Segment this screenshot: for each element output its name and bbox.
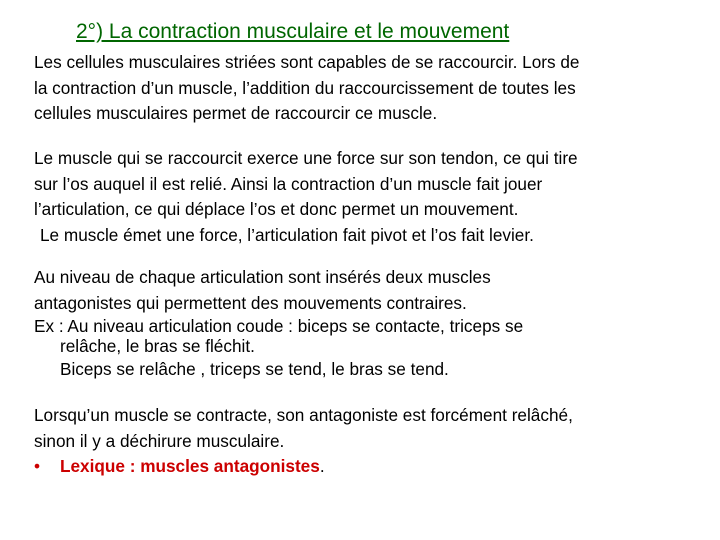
example-continuation: Biceps se relâche , triceps se tend, le bras se tend. [60, 359, 449, 379]
text-line: Le muscle émet une force, l’articulation fait pivot et l’os fait levier. [40, 224, 534, 245]
lexique-bullet [34, 454, 694, 480]
paragraph-contraction-relaxation [34, 403, 694, 480]
text-line: la contraction d’un muscle, l’addition du raccourcissement de toutes les [34, 77, 576, 98]
text-line: sur l’os auquel il est relié. Ainsi la contraction d’un muscle fait jouer [34, 173, 543, 194]
bullet-icon: • [34, 456, 41, 476]
text-line: Lorsqu’un muscle se contracte, son antagoniste est forcément relâché, [34, 405, 573, 425]
lexique-term: Lexique : muscles antagonistes [60, 456, 320, 476]
text-line: Le muscle qui se raccourcit exerce une force sur son tendon, ce qui tire [34, 148, 578, 168]
text-line: l’articulation, ce qui déplace l’os et donc permet un mouvement. [34, 199, 519, 219]
paragraph-tendon-force [34, 146, 694, 248]
lexique-period: . [319, 456, 325, 476]
paragraph-muscle-cells [34, 50, 694, 127]
text-line: cellules musculaires permet de raccourcir ce muscle. [34, 103, 438, 123]
example-continuation: relâche, le bras se fléchit. [60, 336, 255, 356]
text-line: Les cellules musculaires striées sont capables de se raccourcir. Lors de [34, 52, 580, 72]
paragraph-antagonist-muscles [34, 265, 694, 383]
text-line: sinon il y a déchirure musculaire. [34, 430, 285, 451]
text-line: antagonistes qui permettent des mouvements contraires. [34, 292, 467, 313]
slide-title: 2°) La contraction musculaire et le mouvement [76, 20, 510, 43]
text-line: Au niveau de chaque articulation sont insérés deux muscles [34, 267, 491, 287]
example-line: Ex : Au niveau articulation coude : biceps se contacte, triceps se [34, 316, 524, 336]
